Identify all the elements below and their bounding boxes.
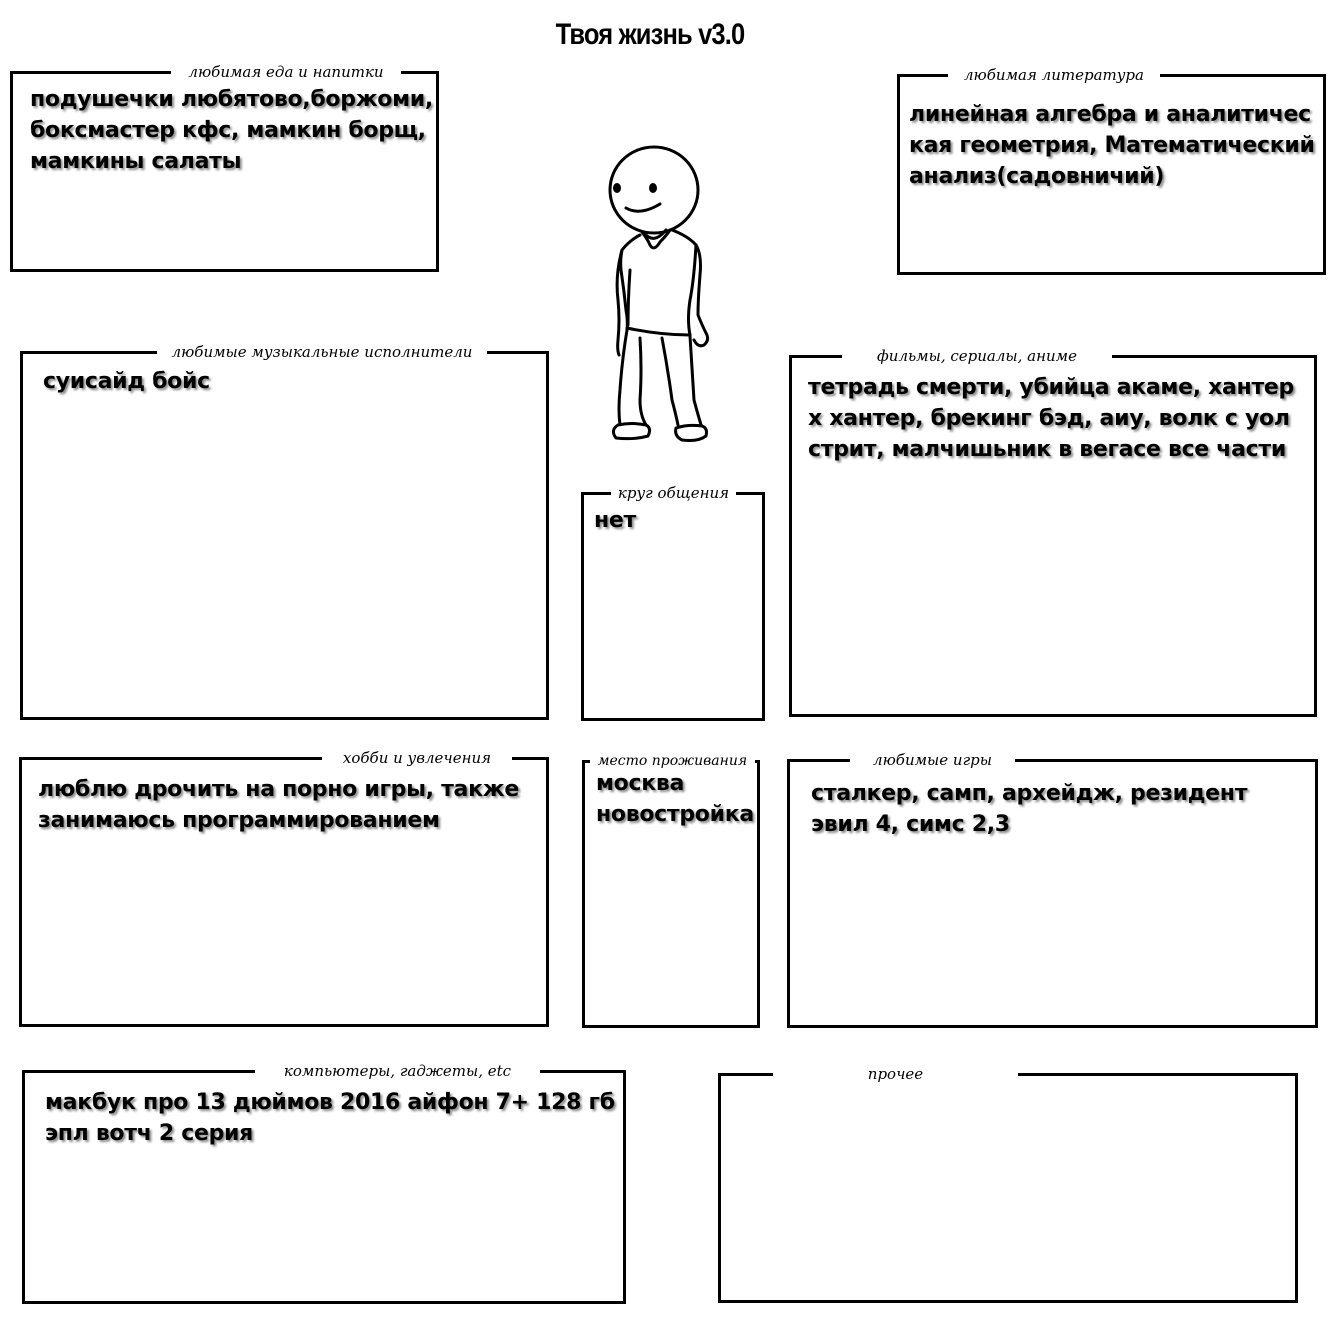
box-residence-label: место проживания bbox=[590, 751, 755, 771]
box-hobbies-label: хобби и увлечения bbox=[322, 748, 512, 768]
box-other bbox=[718, 1065, 1298, 1303]
box-music-label: любимые музыкальные исполнители bbox=[157, 342, 487, 362]
box-food-text: подушечки любятово,боржоми, боксмастер кфс, мамкин борщ, мамкины салаты bbox=[30, 87, 433, 174]
box-games-text: сталкер, самп, архейдж, резидент эвил 4, симс 2,3 bbox=[811, 781, 1248, 837]
box-food-label: любимая еда и напитки bbox=[171, 62, 401, 82]
box-social-label: круг общения bbox=[611, 483, 736, 503]
box-social-text: нет bbox=[594, 508, 636, 533]
box-social bbox=[581, 484, 765, 721]
box-literature bbox=[897, 66, 1326, 275]
box-films bbox=[789, 347, 1317, 717]
box-literature-text: линейная алгебра и аналитичес кая геометрия, Математический анализ(садовничий) bbox=[909, 102, 1315, 189]
box-residence bbox=[582, 753, 760, 1028]
box-music-text: суисайд бойс bbox=[43, 369, 210, 394]
box-films-label: фильмы, сериалы, аниме bbox=[842, 346, 1112, 366]
stick-figure-icon bbox=[590, 140, 730, 450]
box-games-label: любимые игры bbox=[850, 750, 1015, 770]
box-food bbox=[10, 63, 439, 272]
box-hobbies bbox=[19, 749, 549, 1027]
box-computers-label: компьютеры, гаджеты, etc bbox=[255, 1061, 540, 1081]
box-hobbies-text: люблю дрочить на порно игры, также занимаюсь программированием bbox=[38, 777, 519, 833]
box-films-text: тетрадь смерти, убийца акаме, хантер х хантер, брекинг бэд, аиу, волк с уол стрит, малчишьник в вегасе все части bbox=[808, 375, 1294, 462]
box-computers-text: макбук про 13 дюймов 2016 айфон 7+ 128 гб эпл вотч 2 серия bbox=[45, 1090, 615, 1146]
page-title: Твоя жизнь v3.0 bbox=[555, 18, 745, 51]
box-literature-label: любимая литература bbox=[948, 65, 1160, 85]
box-other-label: прочее bbox=[773, 1064, 1018, 1084]
box-computers bbox=[22, 1062, 626, 1304]
box-games bbox=[787, 751, 1318, 1028]
box-music bbox=[20, 343, 549, 720]
box-residence-text: москва новостройка bbox=[596, 771, 754, 827]
